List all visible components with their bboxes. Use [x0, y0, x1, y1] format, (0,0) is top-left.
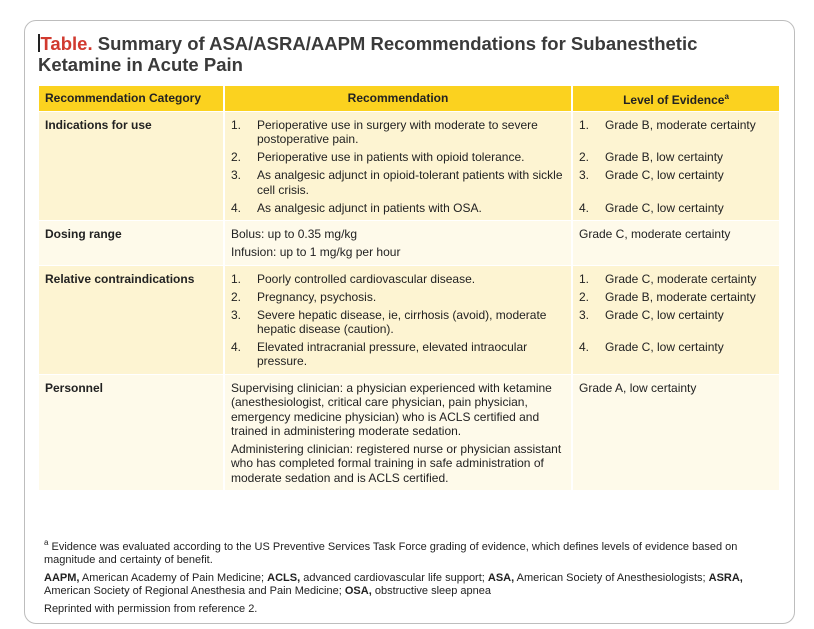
table-row	[39, 220, 779, 264]
list-item	[231, 168, 565, 197]
item-text: Grade C, low certainty	[605, 168, 724, 183]
item-text: Grade C, low certainty	[605, 200, 724, 215]
reprint-note: Reprinted with permission from reference 2.	[44, 603, 258, 615]
item-text: Infusion: up to 1 mg/kg per hour	[231, 245, 401, 260]
item-number: 4.	[231, 340, 242, 355]
abbreviation-definition: obstructive sleep apnea	[374, 585, 492, 597]
row-evidence	[571, 220, 779, 264]
abbreviation-definition: American Society of Anesthesiologists;	[516, 572, 706, 584]
item-text: Grade C, low certainty	[605, 340, 724, 355]
header-evidence	[571, 86, 779, 111]
row-recommendations	[223, 374, 571, 490]
list-item	[231, 272, 565, 286]
list-item	[579, 272, 773, 286]
abbreviation-definition: American Academy of Pain Medicine;	[81, 572, 265, 584]
list-item	[231, 150, 565, 164]
list-item	[231, 340, 565, 369]
abbreviation-definition: advanced cardiovascular life support;	[303, 572, 485, 584]
list-item	[579, 308, 773, 322]
header-evidence-label: Level of Evidence	[623, 92, 725, 107]
item-number: 2.	[579, 289, 590, 304]
recommendations-table	[39, 86, 779, 490]
text-cursor	[38, 34, 40, 52]
row-evidence	[571, 265, 779, 374]
item-text: Severe hepatic disease, ie, cirrhosis (avoid), moderate hepatic disease (caution).	[257, 307, 547, 337]
row-category: Indications for use	[39, 111, 223, 220]
row-evidence	[571, 374, 779, 490]
abbreviation: OSA,	[344, 585, 372, 597]
item-text: Grade B, moderate certainty	[605, 118, 756, 132]
item-text: Perioperative use in surgery with moderate to severe postoperative pain.	[257, 118, 538, 147]
item-text: Supervising clinician: a physician experienced with ketamine (anesthesiologist, critical care physician, pain physician, emergency medicine physician) who is ACLS certified and trained in administering moderate sedation.	[231, 380, 552, 439]
item-text: Grade A, low certainty	[579, 380, 697, 395]
row-recommendations	[223, 111, 571, 220]
list-item	[579, 168, 773, 182]
abbreviation-definition: American Society of Regional Anesthesia and Pain Medicine;	[44, 585, 342, 597]
item-text: Grade B, moderate certainty	[605, 289, 756, 304]
row-recommendations	[223, 220, 571, 264]
item-number: 4.	[231, 200, 242, 215]
table-header-row	[39, 86, 779, 111]
list-item	[579, 340, 773, 354]
item-text: Pregnancy, psychosis.	[257, 289, 377, 304]
title-text: Summary of ASA/ASRA/AAPM Recommendations for Subanesthetic Ketamine in Acute Pain	[38, 33, 698, 75]
list-item	[231, 118, 565, 147]
abbreviation: AAPM,	[44, 572, 80, 584]
item-number: 2.	[231, 150, 242, 165]
list-item	[579, 118, 773, 132]
item-text: Elevated intracranial pressure, elevated intraocular pressure.	[257, 340, 528, 369]
row-category: Dosing range	[39, 220, 223, 264]
item-number: 1.	[231, 118, 242, 132]
abbreviation: ASA,	[487, 572, 515, 584]
item-text: Bolus: up to 0.35 mg/kg	[231, 227, 358, 242]
footnote-text: Evidence was evaluated according to the US Preventive Services Task Force grading of evidence, which defines levels of evidence based on magnitude and certainty of benefit.	[44, 541, 738, 566]
item-text: As analgesic adjunct in opioid-tolerant patients with sickle cell crisis.	[257, 168, 563, 197]
item-number: 3.	[579, 168, 590, 183]
table-row	[39, 265, 779, 374]
abbreviations-note	[44, 572, 779, 598]
item-number: 3.	[231, 307, 242, 322]
header-recommendation: Recommendation	[223, 86, 571, 111]
item-text: Grade B, low certainty	[605, 150, 724, 165]
item-number: 4.	[579, 200, 590, 215]
item-text: Administering clinician: registered nurse or physician assistant who has completed formal training in safe administration of moderate sedation and is ACLS certified.	[231, 442, 562, 485]
abbreviation: ACLS,	[267, 572, 301, 584]
header-category: Recommendation Category	[39, 86, 223, 111]
item-number: 1.	[579, 118, 590, 132]
row-category: Personnel	[39, 374, 223, 490]
item-number: 2.	[579, 150, 590, 165]
row-evidence	[571, 111, 779, 220]
item-text: Poorly controlled cardiovascular disease.	[257, 271, 476, 286]
list-item	[579, 201, 773, 215]
footnote-marker: a	[44, 538, 49, 547]
item-number: 1.	[579, 271, 590, 286]
item-text: Grade C, moderate certainty	[579, 227, 731, 242]
list-item	[579, 150, 773, 164]
item-text: Grade C, moderate certainty	[605, 271, 757, 286]
evidence-footnote	[44, 536, 779, 567]
table-footnotes	[44, 536, 779, 621]
item-text: Perioperative use in patients with opioid tolerance.	[257, 150, 525, 165]
table-row	[39, 374, 779, 490]
row-category: Relative contraindications	[39, 265, 223, 374]
item-number: 2.	[231, 289, 242, 304]
row-recommendations	[223, 265, 571, 374]
item-text: Grade C, low certainty	[605, 307, 724, 322]
item-number: 3.	[231, 168, 242, 183]
header-evidence-marker: a	[724, 91, 729, 101]
list-item	[231, 290, 565, 304]
list-item	[231, 201, 565, 215]
item-number: 4.	[579, 340, 590, 355]
item-number: 1.	[231, 271, 242, 286]
item-text: As analgesic adjunct in patients with OSA.	[257, 200, 482, 215]
abbreviation: ASRA,	[708, 572, 743, 584]
table-title	[38, 33, 778, 75]
table-row	[39, 111, 779, 220]
list-item	[579, 290, 773, 304]
title-lead: Table.	[40, 33, 93, 54]
item-number: 3.	[579, 307, 590, 322]
list-item	[231, 308, 565, 337]
